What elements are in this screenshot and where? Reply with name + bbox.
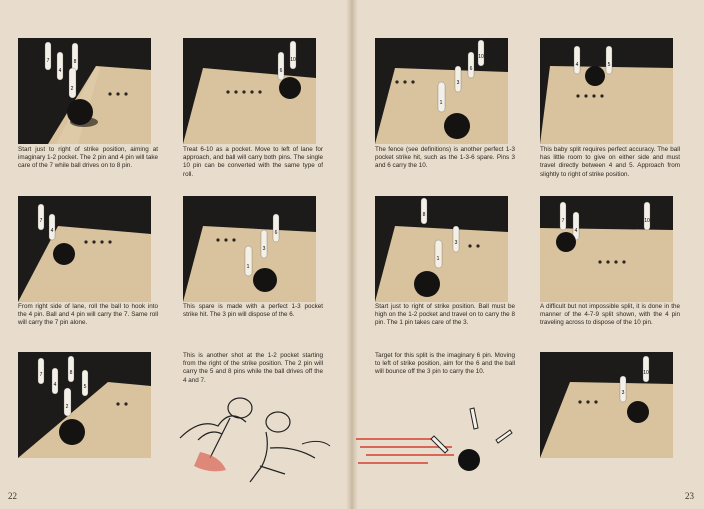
caption-r0: The fence (see definitions) is another perfect 1-3 pocket strike hit, such as the 1-3-6 spare. Pins 3 and 6 carry the 10. <box>375 146 515 170</box>
pin-label-r0-1: 6 <box>469 66 473 72</box>
pin-label-l1-1: 10 <box>290 57 296 63</box>
pin-label-l1-0: 6 <box>279 68 283 74</box>
photo-r2 <box>375 196 508 302</box>
pin-label-r1-1: 5 <box>607 62 611 68</box>
bowling-ball-r1 <box>585 66 605 86</box>
pin-label-l2-1: 4 <box>50 228 54 234</box>
bowling-ball-r4 <box>627 401 649 423</box>
pin-label-r4-0: 10 <box>643 370 649 376</box>
pin-label-r3-1: 4 <box>574 228 578 234</box>
bowling-ball-r0 <box>444 113 470 139</box>
caption-l3: This spare is made with a perfect 1-3 pocket strike hit. The 3 pin will dispose of the 6. <box>183 303 323 319</box>
pin-label-r4-1: 3 <box>621 390 625 396</box>
photo-l0 <box>18 38 151 144</box>
pin-label-r1-0: 4 <box>575 62 579 68</box>
lane-photo-r4 <box>540 352 673 458</box>
lane-photo-r0 <box>375 38 508 144</box>
pin-label-l0-2: 8 <box>73 59 77 65</box>
pins-and-ball-illustration <box>356 400 526 480</box>
lane-photo-l0 <box>18 38 151 144</box>
pin-label-r3-2: 10 <box>644 218 650 224</box>
bowling-ball-l1 <box>279 77 301 99</box>
caption-l1: Treat 6-10 as a pocket. Move to left of lane for approach, and ball will carry both pins. The single 10 pin can be converted with the same type of roll. <box>183 146 323 178</box>
caption-l0: Start just to right of strike position, aiming at imaginary 1-2 pocket. The 2 pin and 4 pin will take care of the 7 while ball drives on to 8 pin. <box>18 146 158 170</box>
pin-label-r2-1: 3 <box>454 240 458 246</box>
bowling-ball-r3 <box>556 232 576 252</box>
bowling-ball-l3 <box>253 268 277 292</box>
pin-label-l0-3: 2 <box>70 86 74 92</box>
pin-label-r0-0: 10 <box>478 54 484 60</box>
pin-label-l3-1: 3 <box>262 246 266 252</box>
bowling-ball-l2 <box>53 243 75 265</box>
pin-label-l0-1: 4 <box>58 68 62 74</box>
pin-label-r2-2: 1 <box>436 256 440 262</box>
page-number-left: 22 <box>8 491 17 501</box>
pin-label-l4-3: 5 <box>83 384 87 390</box>
caption-l2: From right side of lane, roll the ball to hook into the 4 pin. Ball and 4 pin will carry the 7. Same roll will carry the 7 pin alone. <box>18 303 158 327</box>
caption-r1: This baby split requires perfect accuracy. The ball has little room to give on either side and must travel directly between 4 and 5. Approach from slightly to right of strike position. <box>540 146 680 178</box>
caption-l4: This is another shot at the 1-2 pocket starting from the right of the strike position. The 2 pin will carry the 5 and 8 pins while the ball drives off the 4 and 7. <box>183 352 323 384</box>
photo-l1 <box>183 38 316 144</box>
caption-r3: A difficult but not impossible split, it is done in the manner of the 4-7-9 split shown, with the 4 pin traveling across to dispose of the 10 pin. <box>540 303 680 327</box>
lane-photo-l3 <box>183 196 316 302</box>
photo-l2 <box>18 196 151 302</box>
lane-photo-r1 <box>540 38 673 144</box>
caption-r2: Start just to right of strike position. Ball must be high on the 1-2 pocket and travel on to carry the 8 pin. The 1 pin takes care of the 3. <box>375 303 515 327</box>
pin-label-l4-4: 2 <box>65 404 69 410</box>
cartoon-bowler-illustration <box>170 378 350 488</box>
pin-label-l4-2: 4 <box>53 382 57 388</box>
bowling-ball-l4 <box>59 419 85 445</box>
pin-label-l2-0: 7 <box>39 218 43 224</box>
pin-label-r2-0: 8 <box>422 212 426 218</box>
pin-label-l3-2: 1 <box>246 264 250 270</box>
photo-l4 <box>18 352 151 458</box>
lane-photo-l2 <box>18 196 151 302</box>
lane-photo-l1 <box>183 38 316 144</box>
photo-l3 <box>183 196 316 302</box>
pin-label-l3-0: 6 <box>274 230 278 236</box>
photo-r1 <box>540 38 673 144</box>
bowling-ball-illustration <box>458 449 480 471</box>
pin-label-r0-3: 1 <box>439 100 443 106</box>
bowling-ball-r2 <box>414 271 440 297</box>
pin-label-l4-0: 7 <box>39 372 43 378</box>
photo-r0 <box>375 38 508 144</box>
caption-r4: Target for this split is the imaginary 6 pin. Moving to left of strike position, aim for the 6 and the ball will bounce off the 3 pin to carry the 10. <box>375 352 515 376</box>
lane-photo-r2 <box>375 196 508 302</box>
lane-photo-l4 <box>18 352 151 458</box>
lane-photo-r3 <box>540 196 673 302</box>
pin-label-l4-1: 8 <box>69 370 73 376</box>
pin-label-l0-0: 7 <box>46 58 50 64</box>
photo-r4 <box>540 352 673 458</box>
photo-r3 <box>540 196 673 302</box>
pin-label-r3-0: 7 <box>561 218 565 224</box>
page-number-right: 23 <box>685 491 694 501</box>
bowling-ball-l0 <box>67 99 93 125</box>
pin-label-r0-2: 3 <box>456 80 460 86</box>
